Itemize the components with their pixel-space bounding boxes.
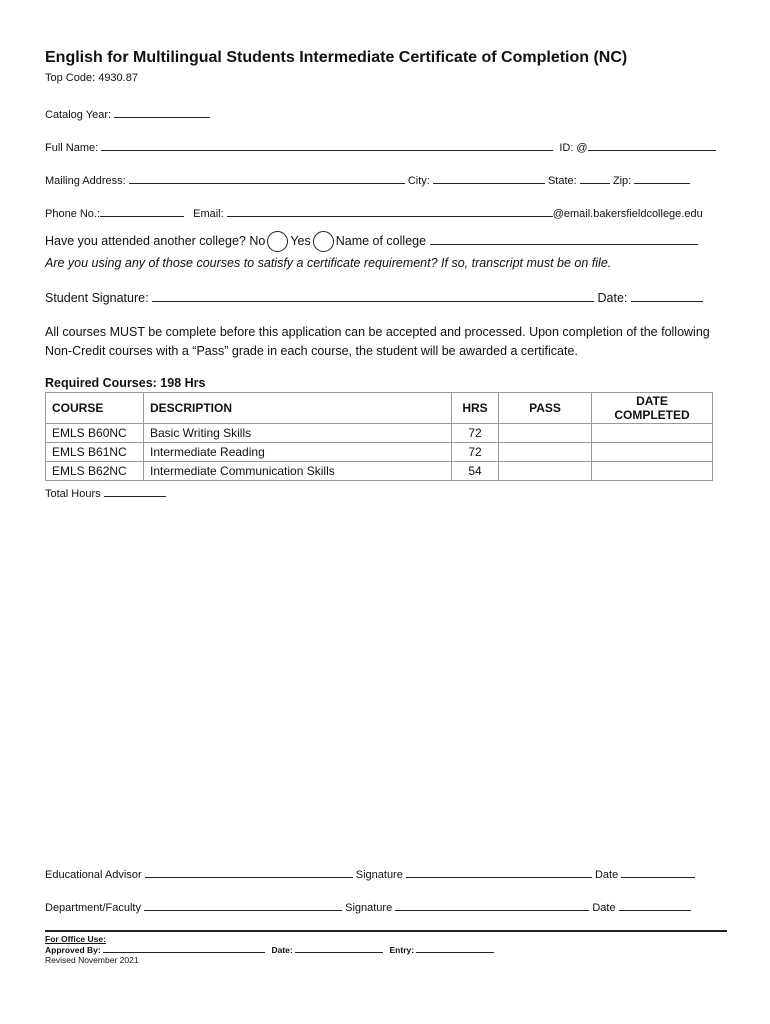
student-date-field[interactable]	[631, 290, 703, 302]
entry-label: Entry:	[389, 945, 415, 955]
department-faculty-label: Department/Faculty	[45, 902, 141, 914]
full-name-row	[45, 139, 716, 154]
total-hours-label: Total Hours	[45, 488, 101, 500]
no-label: No	[249, 233, 266, 248]
educational-advisor-label: Educational Advisor	[45, 869, 142, 881]
department-faculty-field[interactable]	[144, 899, 342, 911]
mailing-address-label: Mailing Address:	[45, 175, 126, 187]
header-course: COURSE	[46, 393, 144, 424]
total-hours-row	[45, 485, 166, 500]
department-signature-label: Signature	[345, 902, 393, 914]
office-date-field[interactable]	[295, 944, 383, 953]
attended-question: Have you attended another college?	[45, 233, 246, 248]
yes-label: Yes	[290, 233, 311, 248]
city-label: City:	[407, 175, 430, 187]
student-signature-label: Student Signature:	[45, 291, 149, 305]
pass-cell[interactable]	[499, 462, 592, 481]
course-description: Basic Writing Skills	[144, 424, 452, 443]
office-use-heading: For Office Use:	[45, 934, 106, 944]
table-header-row	[46, 393, 713, 424]
contact-row	[45, 205, 703, 220]
office-date-label: Date:	[271, 945, 293, 955]
no-radio[interactable]	[267, 231, 288, 252]
pass-cell[interactable]	[499, 424, 592, 443]
instructions-line-2: Non-Credit courses with a “Pass” grade in each course, the student will be awarded a certificate.	[45, 344, 578, 358]
full-name-field[interactable]	[101, 139, 553, 151]
course-description: Intermediate Communication Skills	[144, 462, 452, 481]
catalog-year-field[interactable]	[114, 106, 210, 118]
department-row	[45, 899, 691, 914]
table-row	[46, 443, 713, 462]
full-name-label: Full Name:	[45, 142, 99, 154]
department-signature-field[interactable]	[395, 899, 589, 911]
state-field[interactable]	[580, 172, 610, 184]
course-hrs: 72	[452, 424, 499, 443]
total-hours-field[interactable]	[104, 485, 166, 497]
course-hrs: 72	[452, 443, 499, 462]
revised-note: Revised November 2021	[45, 955, 139, 965]
attended-row	[45, 231, 698, 252]
phone-label: Phone No.:	[45, 208, 101, 220]
course-hrs: 54	[452, 462, 499, 481]
entry-field[interactable]	[416, 944, 494, 953]
department-date-label: Date	[592, 902, 616, 914]
state-label: State:	[547, 175, 577, 187]
catalog-year-row	[45, 106, 210, 121]
course-code: EMLS B61NC	[46, 443, 144, 462]
transcript-note: Are you using any of those courses to satisfy a certificate requirement? If so, transcript must be on file.	[45, 256, 612, 270]
header-pass: PASS	[499, 393, 592, 424]
table-row	[46, 462, 713, 481]
required-courses-heading: Required Courses: 198 Hrs	[45, 376, 206, 390]
pass-cell[interactable]	[499, 443, 592, 462]
id-label: ID: @	[559, 142, 588, 154]
course-description: Intermediate Reading	[144, 443, 452, 462]
table-row	[46, 424, 713, 443]
college-name-field[interactable]	[430, 233, 698, 245]
advisor-date-field[interactable]	[621, 866, 695, 878]
office-divider	[45, 930, 727, 932]
student-date-label: Date:	[597, 291, 628, 305]
student-signature-field[interactable]	[152, 290, 594, 302]
advisor-date-label: Date	[594, 869, 619, 881]
courses-table	[45, 392, 713, 481]
email-label: Email:	[193, 208, 224, 220]
student-signature-row	[45, 290, 703, 305]
page-title: English for Multilingual Students Intermediate Certificate of Completion (NC)	[45, 49, 628, 66]
yes-radio[interactable]	[313, 231, 334, 252]
header-date-completed: DATE COMPLETED	[592, 393, 713, 424]
city-field[interactable]	[433, 172, 545, 184]
phone-field[interactable]	[100, 205, 184, 217]
course-code: EMLS B62NC	[46, 462, 144, 481]
course-code: EMLS B60NC	[46, 424, 144, 443]
top-code: Top Code: 4930.87	[45, 72, 138, 84]
zip-label: Zip:	[612, 175, 632, 187]
email-field[interactable]	[227, 205, 553, 217]
advisor-signature-label: Signature	[355, 869, 403, 881]
educational-advisor-field[interactable]	[145, 866, 353, 878]
id-field[interactable]	[588, 139, 716, 151]
approved-by-label: Approved By:	[45, 945, 101, 955]
date-completed-cell[interactable]	[592, 443, 713, 462]
department-date-field[interactable]	[619, 899, 691, 911]
catalog-year-label: Catalog Year:	[45, 109, 112, 121]
approved-by-field[interactable]	[103, 944, 265, 953]
date-completed-cell[interactable]	[592, 462, 713, 481]
advisor-row	[45, 866, 695, 881]
address-row	[45, 172, 690, 187]
date-completed-cell[interactable]	[592, 424, 713, 443]
instructions-line-1: All courses MUST be complete before this application can be accepted and processed. Upon completion of the following	[45, 325, 710, 339]
header-hrs: HRS	[452, 393, 499, 424]
email-domain: @email.bakersfieldcollege.edu	[552, 208, 703, 220]
college-name-label: Name of college	[335, 233, 427, 248]
advisor-signature-field[interactable]	[406, 866, 592, 878]
zip-field[interactable]	[634, 172, 690, 184]
header-description: DESCRIPTION	[144, 393, 452, 424]
mailing-address-field[interactable]	[129, 172, 405, 184]
office-row	[45, 944, 494, 955]
